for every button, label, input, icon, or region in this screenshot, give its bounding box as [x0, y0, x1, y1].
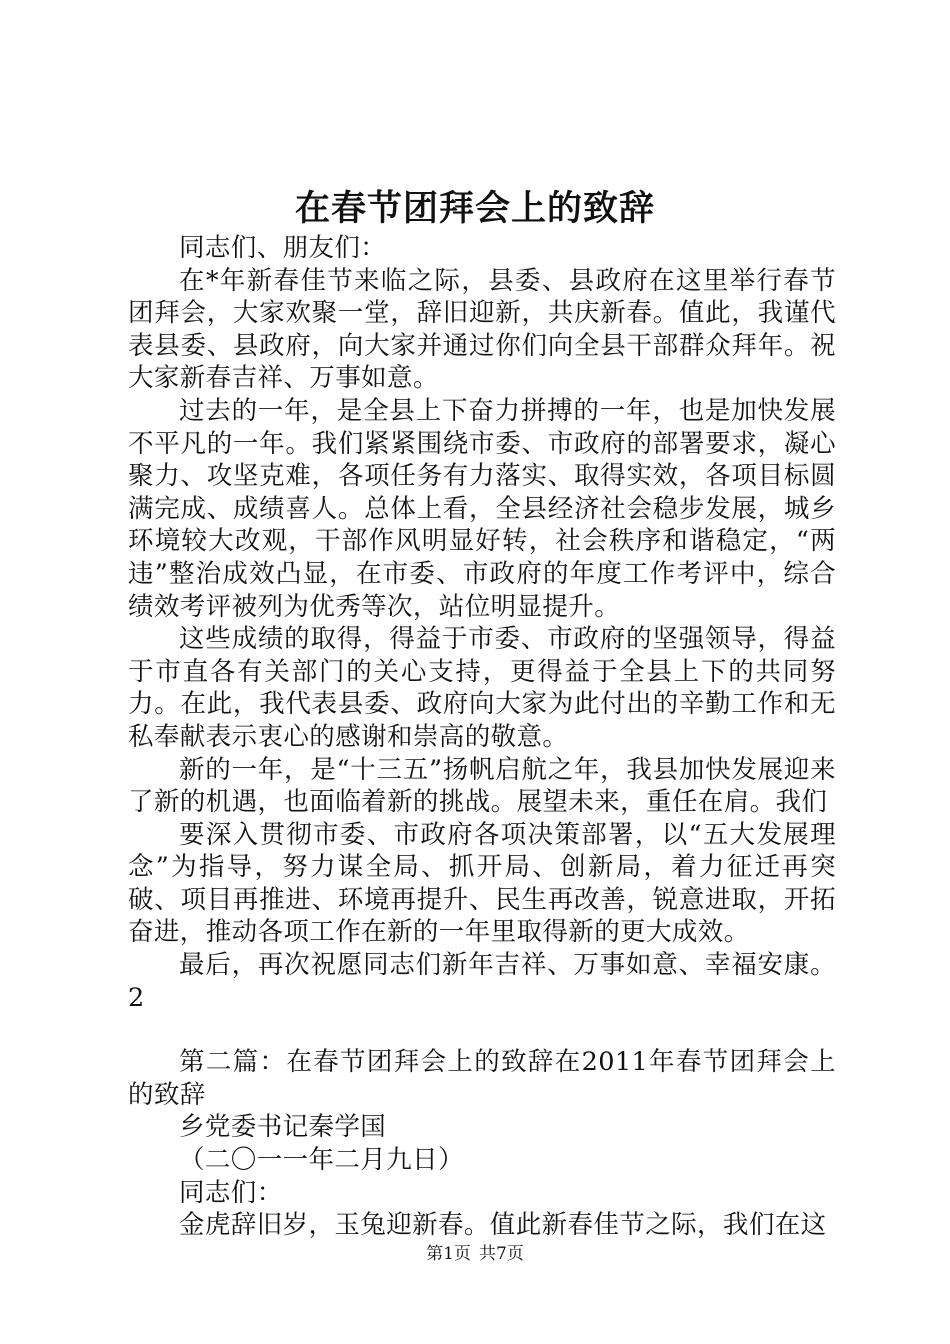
- paragraph-3: 这些成绩的取得，得益于市委、市政府的坚强领导，得益于市直各有关部门的关心支持，更得益于全县上下的共同努力。在此，我代表县委、政府向大家为此付出的辛勤工作和无私奉献表示衷心的感谢和崇高的敬意。: [128, 624, 836, 752]
- second-part-salutation: 同志们：: [179, 1177, 283, 1208]
- second-part-paragraph-1: 金虎辞旧岁，玉兔迎新春。值此新春佳节之际，我们在这: [179, 1210, 827, 1241]
- salutation: 同志们、朋友们：: [179, 233, 387, 263]
- paragraph-4: 新的一年，是“十三五”扬帆启航之年，我县加快发展迎来了新的机遇，也面临着新的挑战。展望未来，重任在肩。我们: [128, 754, 836, 818]
- document-title: 在春节团拜会上的致辞: [294, 189, 655, 229]
- paragraph-1: 在*年新春佳节来临之际，县委、县政府在这里举行春节团拜会，大家欢聚一堂，辞旧迎新，共庆新春。值此，我谨代表县委、县政府，向大家并通过你们向全县干部群众拜年。祝大家新春吉祥、万事如意。: [128, 265, 836, 394]
- second-part-author: 乡党委书记秦学国: [179, 1112, 387, 1143]
- document-body: [128, 232, 836, 1242]
- paragraph-5: 要深入贯彻市委、市政府各项决策部署，以“五大发展理念”为指导，努力谋全局、抓开局、创新局，着力征迁再突破、项目再推进、环境再提升、民生再改善，锐意进取，开拓奋进，推动各项工作在新的一年里取得新的更大成效。: [128, 819, 836, 948]
- second-part-date: （二〇一一年二月九日）: [179, 1145, 464, 1176]
- second-part-heading: 第二篇：在春节团拜会上的致辞在2011年春节团拜会上的致辞: [128, 1047, 836, 1110]
- section-gap: [128, 1014, 836, 1046]
- page-number: 第1页: [426, 1244, 471, 1264]
- page-total: 共7页: [479, 1244, 524, 1264]
- paragraph-6: 最后，再次祝愿同志们新年吉祥、万事如意、幸福安康。2: [128, 950, 836, 1013]
- page-footer: [0, 1243, 950, 1265]
- paragraph-2: 过去的一年，是全县上下奋力拼搏的一年，也是加快发展不平凡的一年。我们紧紧围绕市委、市政府的部署要求，凝心聚力、攻坚克难，各项任务有力落实、取得实效，各项目标圆满完成、成绩喜人。总体上看，全县经济社会稳步发展，城乡环境较大改观，干部作风明显好转，社会秩序和谐稳定，“两违”整治成效凸显，在市委、市政府的年度工作考评中，综合绩效考评被列为优秀等次，站位明显提升。: [128, 395, 836, 622]
